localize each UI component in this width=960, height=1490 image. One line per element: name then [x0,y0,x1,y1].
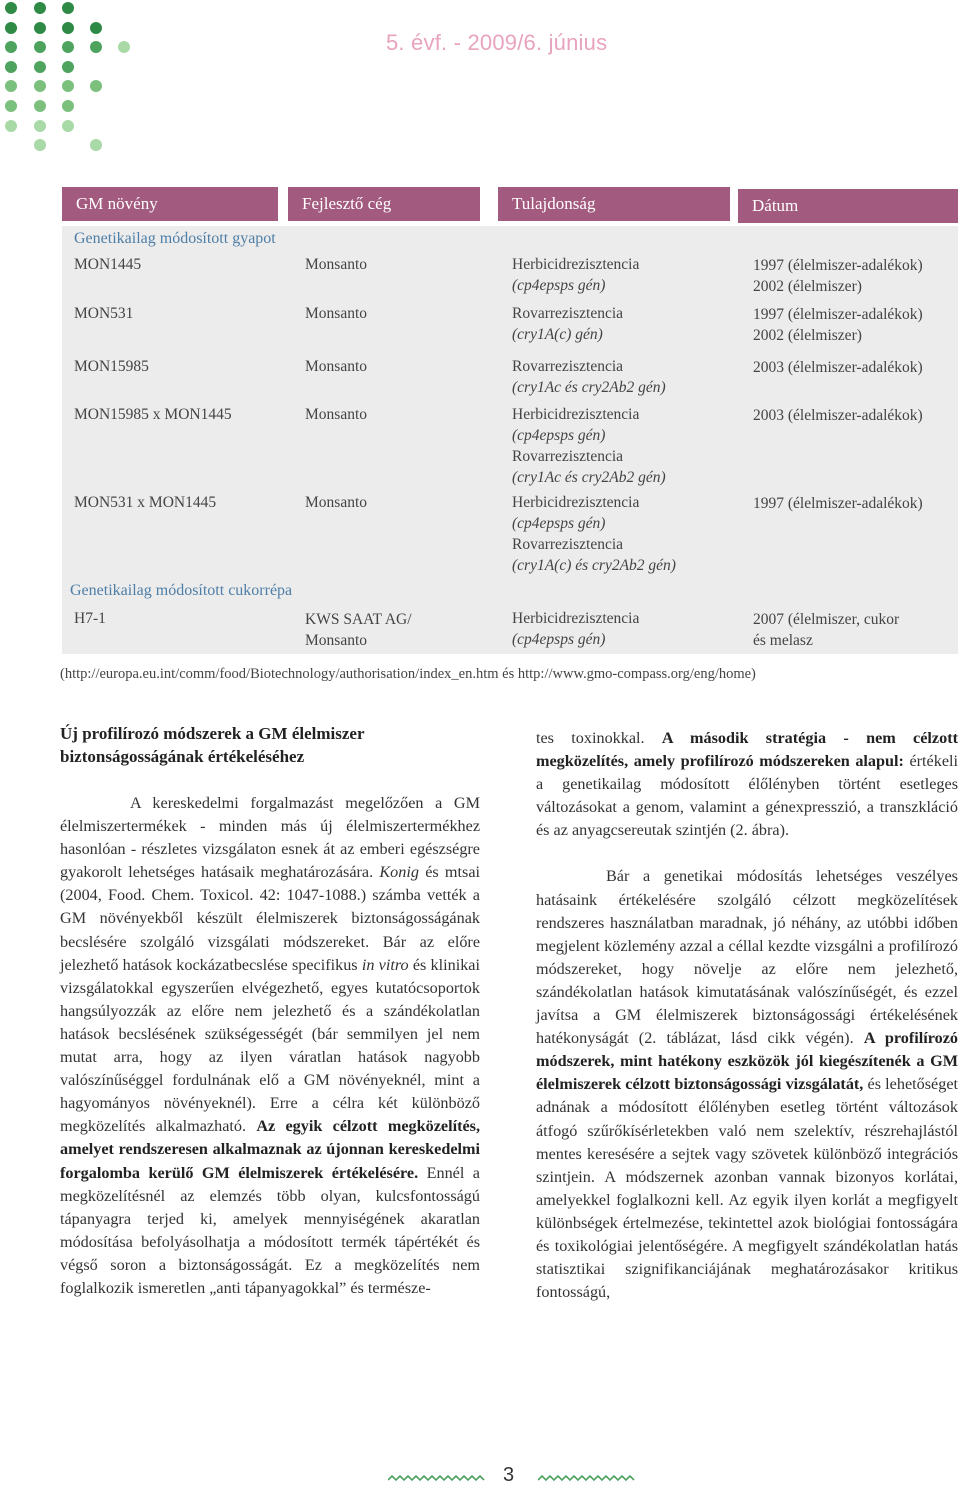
right-paragraph [536,865,958,1304]
header-company: Fejlesztő cég [288,187,480,221]
date-line: 2002 (élelmiszer) [753,327,862,344]
text: Bár a genetikai módosítás lehetséges veszélyes hatásaink értékelésére szolgáló célzott megközelítések rendszeres használatban maradnak, jó néhány, az utóbbi időben megjelent közlemény azzal a céllal kezdte vizsgálni a profilírozó módszereket, hogy növelje az előre nem jelezhető, szándékolatlan hatások kimutatásának valószínűségét, és ezzel javítsa a GM élelmiszerek biztonságossági értékelésének hatékonyságát (2. táblázat, lásd cikk végén). [536,867,958,1048]
table-source: (http://europa.eu.int/comm/food/Biotechnology/authorisation/index_en.htm és http://www.gmo-compass.org/eng/home) [60,666,756,682]
section-sugar-beet: Genetikailag módosított cukorrépa [70,582,293,599]
plant-name: MON1445 [74,256,142,273]
emphasis: A profilírozó módszerek, mint hatékony eszközök jól kiegészítenék a GM élelmiszerek célzott biztonságossági vizsgálatát, [536,1029,958,1094]
property-line: Herbicidrezisztencia [512,406,640,423]
emphasis: A második stratégia - nem célzott megközelítés, amely profilírozó módszereken alapul: [536,729,958,771]
company-name: Monsanto [305,494,367,511]
issue-label: 5. évf. - 2009/6. június [386,30,608,55]
header-gm-plant: GM növény [62,187,278,221]
company-name: Monsanto [305,632,367,649]
decorative-pattern-right [538,1474,636,1482]
text: és klinikai vizsgálatokkal egyszerűen elvégezhető, egyes kutatócsoportok hangsúlyozzák az előre nem jelezhető és a szándékolatlan hatások becslésének szükségességét (bár semmilyen jel nem mutat arra, hogy az ilyen váratlan hatások nagyobb valószínűséggel fordulnának elő a GM növényeknél, mint a hagyományos növényeknél). Erre a célra két különböző megközelítés alkalmazható. [60,955,480,1136]
company-name: Monsanto [305,256,367,273]
property-line: (cry1Ac és cry2Ab2 gén) [512,469,666,486]
property-line: (cp4epsps gén) [512,515,606,532]
plant-name: MON531 x MON1445 [74,494,217,511]
date-line: 2007 (élelmiszer, cukor [753,611,900,628]
author-name: Konig [379,863,419,882]
header-date: Dátum [738,189,958,223]
date-line: 1997 (élelmiszer-adalékok) [753,257,923,274]
article-heading: Új profilírozó módszerek a GM élelmiszer biztonságosságának értékeléséhez [60,724,365,766]
property-line: (cry1A(c) és cry2Ab2 gén) [512,557,676,574]
text: értékeli a genetikailag módosított élőlényben történt esetleges változásokat a genom, valamint a génexpresszió, a transzkláció és az anyagcsereutak szintjén (2. ábra). [536,752,958,840]
decorative-dots [0,0,140,160]
property-line: Rovarrezisztencia [512,448,624,465]
property-line: Rovarrezisztencia [512,536,624,553]
right-column [536,727,958,1304]
property-line: (cry1A(c) gén) [512,326,603,343]
property-line: (cp4epsps gén) [512,427,606,444]
company-name: Monsanto [305,406,367,423]
emphasis: Az egyik célzott megközelítés, amelyet rendszeresen alkalmaznak az újonnan kereskedelmi forgalomba kerülő GM élelmiszerek értékelésére. [60,1117,480,1182]
property-line: Herbicidrezisztencia [512,256,640,273]
decorative-pattern-left [388,1474,486,1482]
left-column [60,792,480,1300]
property-line: (cp4epsps gén) [512,631,606,648]
property-line: Herbicidrezisztencia [512,610,640,627]
property-line: Rovarrezisztencia [512,305,624,322]
property-line: Rovarrezisztencia [512,358,624,375]
text: és lehetőséget adnának a módosított élőlényben esetleg történt változások átfogó szűrőkísérletekben való nem szelektív, részrehajlástól mentes keresésére a sejtek vagy szövetek különböző integrációs szintjein. A módszernek azonban vannak bizonyos korlátai, amelyekkel foglalkozni kell. Az egyik ilyen korlát a megfigyelt különbségek értelmezése, tekintettel azok biológiai fontosságára és toxikológiai jelentőségére. A megfigyelt szándékolatlan hatás statisztikai szignifikanciájának meghatározásakor kritikus fontosságú, [536,1075,958,1302]
property-line: (cry1Ac és cry2Ab2 gén) [512,379,666,396]
plant-name: MON531 [74,305,134,322]
text: Ennél a megközelítésnél az elemzés több olyan, kulcsfontosságú tápanyagra terjed ki, amelyek mennyiségének akaratlan módosítása befolyásolhatja a módosított termék tápértékét és végső soron a biztonságosságát. Ez a megközelítés nem foglalkozik ismeretlen „anti tápanyagokkal” és természe- [60,1163,480,1297]
date-line: 1997 (élelmiszer-adalékok) [753,306,923,323]
page-number: 3 [503,1464,515,1486]
property-line: (cp4epsps gén) [512,277,606,294]
right-paragraph [536,727,958,842]
text: és mtsai (2004, Food. Chem. Toxicol. 42: 1047-1088.) számba vették a GM növényekből készült élelmiszerek biztonságosságának becslésére szolgáló vizsgálati módszereket. Bár az előre jelezhető hatások kockázatbecslése specifikus [60,863,480,974]
plant-name: MON15985 x MON1445 [74,406,232,423]
section-cotton: Genetikailag módosított gyapot [74,230,276,247]
date-line: 2003 (élelmiszer-adalékok) [753,407,923,424]
term: in vitro [361,955,409,974]
plant-name: MON15985 [74,358,149,375]
date-line: 1997 (élelmiszer-adalékok) [753,495,923,512]
date-line: 2003 (élelmiszer-adalékok) [753,359,923,376]
date-line: 2002 (élelmiszer) [753,278,862,295]
text: A kereskedelmi forgalmazást megelőzően a GM élelmiszertermékek - minden más új élelmiszertermékhez hasonlóan - részletes vizsgálaton esnek át az emberi egészségre gyakorolt lehetséges hatásaik meghatározására. [60,794,480,882]
plant-name: H7-1 [74,610,106,627]
date-line: és melasz [753,632,813,649]
text: tes toxinokkal. [536,729,662,747]
left-paragraph [60,792,480,1300]
company-name: Monsanto [305,305,367,322]
property-line: Herbicidrezisztencia [512,494,640,511]
header-property: Tulajdonság [498,187,730,221]
company-name: Monsanto [305,358,367,375]
company-name: KWS SAAT AG/ [305,611,412,628]
